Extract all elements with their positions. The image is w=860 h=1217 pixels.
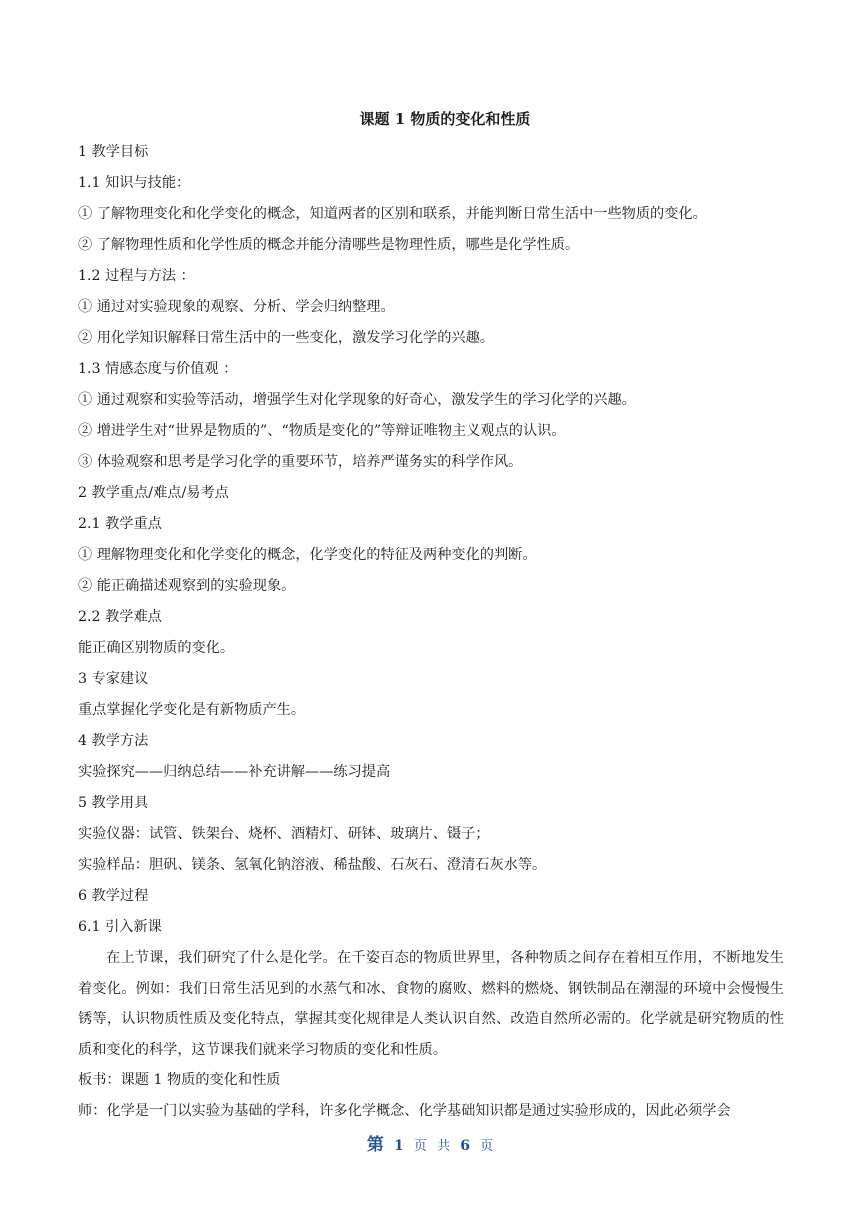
intro-paragraph: 在上节课，我们研究了什么是化学。在千姿百态的物质世界里，各种物质之间存在着相互作用，不断地发生着变化。例如：我们日常生活见到的水蒸气和冰、食物的腐败、燃料的燃烧、钢铁制品在潮湿的环境中会慢慢生锈等，认识物质性质及变化特点，掌握其变化规律是人类认识自然、改造自然所必需的。化学就是研究物质的性质和变化的科学，这节课我们就来学习物质的变化和性质。 — [78, 950, 784, 1058]
body-text: 能正确区别物质的变化。 — [78, 640, 235, 656]
blackboard-note: 板书：课题 1 物质的变化和性质 — [78, 1072, 281, 1088]
footer-text: 共 — [437, 1139, 451, 1154]
section-heading: 5 教学用具 — [78, 795, 149, 811]
section-heading: 2 教学重点/难点/易考点 — [78, 485, 229, 501]
section-heading: 3 专家建议 — [78, 671, 149, 687]
footer-text: 页 — [413, 1139, 427, 1154]
page-footer — [0, 1130, 860, 1155]
section-heading: 6 教学过程 — [78, 888, 149, 904]
footer-text: 页 — [480, 1139, 494, 1154]
section-heading: 1 教学目标 — [78, 144, 149, 160]
list-item: ③ 体验观察和思考是学习化学的重要环节，培养严谨务实的科学作风。 — [78, 454, 523, 470]
body-text: 实验仪器：试管、铁架台、烧杯、酒精灯、研钵、玻璃片、镊子； — [78, 826, 490, 842]
footer-prefix: 第 — [366, 1135, 384, 1155]
teacher-speech: 师：化学是一门以实验为基础的学科，许多化学概念、化学基础知识都是通过实验形成的，因此必须学会 — [78, 1103, 731, 1119]
list-item: ① 了解物理变化和化学变化的概念，知道两者的区别和联系，并能判断日常生活中一些物质的变化。 — [78, 206, 707, 222]
body-text: 实验样品：胆矾、镁条、氢氧化钠溶液、稀盐酸、石灰石、澄清石灰水等。 — [78, 857, 547, 873]
footer-page-number: 1 — [394, 1138, 404, 1154]
body-text: 重点掌握化学变化是有新物质产生。 — [78, 702, 306, 718]
list-item: ② 能正确描述观察到的实验现象。 — [78, 578, 296, 594]
section-heading: 4 教学方法 — [78, 733, 149, 749]
list-item: ② 用化学知识解释日常生活中的一些变化，激发学习化学的兴趣。 — [78, 330, 494, 346]
subsection-heading: 6.1 引入新课 — [78, 919, 162, 935]
list-item: ② 了解物理性质和化学性质的概念并能分清哪些是物理性质，哪些是化学性质。 — [78, 237, 580, 253]
subsection-heading: 2.2 教学难点 — [78, 609, 162, 625]
subsection-heading: 1.2 过程与方法 ： — [78, 268, 195, 284]
document-page — [78, 107, 784, 1127]
subsection-heading: 1.3 情感态度与价值观 ： — [78, 361, 238, 377]
list-item: ① 理解物理变化和化学变化的概念，化学变化的特征及两种变化的判断。 — [78, 547, 537, 563]
list-item: ② 增进学生对“世界是物质的”、“物质是变化的”等辩证唯物主义观点的认识。 — [78, 423, 566, 439]
footer-total-pages: 6 — [460, 1138, 470, 1154]
document-title: 课题 1 物质的变化和性质 — [359, 110, 531, 128]
list-item: ① 通过观察和实验等活动，增强学生对化学现象的好奇心，激发学生的学习化学的兴趣。 — [78, 392, 636, 408]
subsection-heading: 2.1 教学重点 — [78, 516, 162, 532]
body-text: 实验探究——归纳总结——补充讲解——练习提高 — [78, 764, 391, 780]
list-item: ① 通过对实验现象的观察、分析、学会归纳整理。 — [78, 299, 395, 315]
subsection-heading: 1.1 知识与技能： — [78, 175, 191, 191]
